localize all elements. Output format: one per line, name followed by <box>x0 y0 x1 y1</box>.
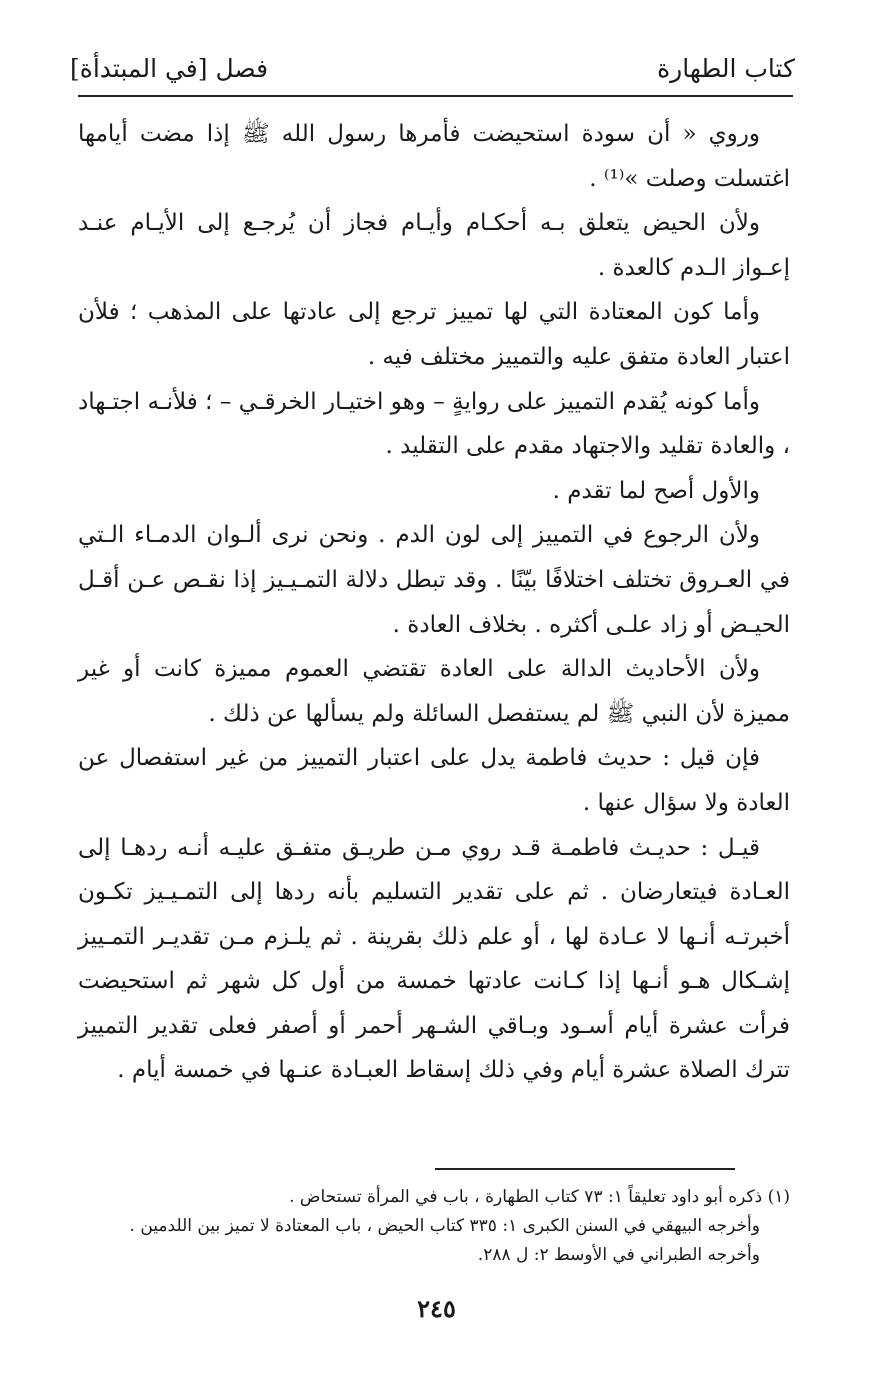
footnote-line: وأخرجه الطبراني في الأوسط ٢: ل ٢٨٨. <box>477 1245 760 1265</box>
header-divider <box>78 95 793 97</box>
paragraph: ولأن الرجوع في التمييز إلى لون الدم . ونحن نرى ألـوان الدمـاء الـتي في العـروق تختلف اختلافًا بيّنًا . وقد تبطل دلالة التمـيـيز إذا نقـص عـن أقـل الحيـض أو زاد علـى أكثره . بخلاف العادة . <box>78 522 790 638</box>
footnote-line: (١) ذكره أبو داود تعليقاً ١: ٧٣ كتاب الطهارة ، باب في المرأة تستحاض . <box>289 1187 790 1207</box>
paragraph: ولأن الأحاديث الدالة على العادة تقتضي العموم مميزة كانت أو غير مميزة لأن النبي ﷺ لم يستفصل السائلة ولم يسألها عن ذلك . <box>78 656 790 727</box>
main-text <box>78 112 790 1093</box>
running-header <box>70 48 795 88</box>
book-title: كتاب الطهارة <box>657 53 795 83</box>
footnote-line: وأخرجه البيهقي في السنن الكبرى ١: ٣٣٥ كتاب الحيض ، باب المعتادة لا تميز بين اللدمين . <box>129 1216 760 1236</box>
paragraph: وأما كون المعتادة التي لها تمييز ترجع إلى عادتها على المذهب ؛ فلأن اعتبار العادة متفق عليه والتمييز مختلف فيه . <box>78 299 790 370</box>
paragraph: فإن قيل : حديث فاطمة يدل على اعتبار التمييز من غير استفصال عن العادة ولا سؤال عنها . <box>78 745 790 816</box>
paragraph: وروي « أن سودة استحيضت فأمرها رسول الله ﷺ إذا مضت أيامها اغتسلت وصلت »⁽¹⁾ . <box>78 121 790 192</box>
section-title: فصل [في المبتدأة] <box>70 53 269 83</box>
paragraph: قيـل : حديـث فاطمـة قـد روي مـن طريـق متفـق عليـه أنـه ردهـا إلى العـادة فيتعارضان . ثم على تقدير التسليم بأنه ردها إلى التمـيـيز تكـون أخبرتـه أنـها لا عـادة لها ، أو علم ذلك بقرينة . ثم يلـزم مـن تقديـر التمـييز إشـكال هـو أنـها إذا كـانت عادتها خمسة من أول كل شهر ثم استحيضت فرأت عشرة أيام أسـود وبـاقي الشـهر أحمر أو أصفر فعلى تقدير التمييز تترك الصلاة عشرة أيام وفي ذلك إسقاط العبـادة عنـها في خمسة أيام . <box>78 834 790 1084</box>
paragraph: والأول أصح لما تقدم . <box>552 477 760 504</box>
footnotes <box>78 1183 790 1270</box>
paragraph: ولأن الحيض يتعلق بـه أحكـام وأيـام فجاز أن يُرجـع إلى الأيـام عنـد إعـواز الـدم كالعدة . <box>78 210 790 281</box>
paragraph: وأما كونه يُقدم التمييز على روايةٍ – وهو اختيـار الخرقـي – ؛ فلأنـه اجتـهاد ، والعادة تقليد والاجتهاد مقدم على التقليد . <box>78 388 790 460</box>
footnote-divider <box>435 1168 735 1170</box>
page-number: ٢٤٥ <box>417 1294 456 1323</box>
